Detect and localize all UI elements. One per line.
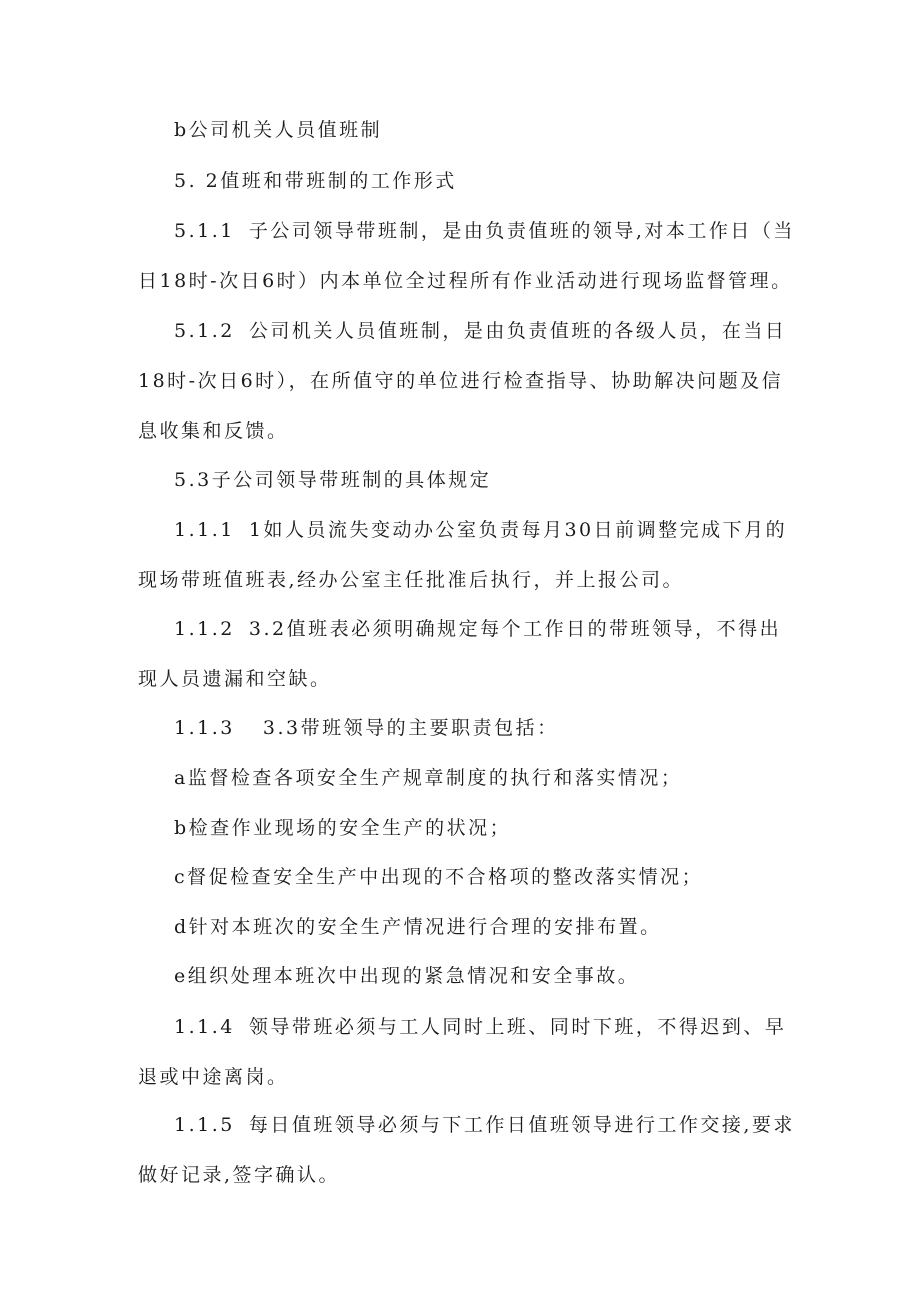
list-item-c <box>138 852 798 902</box>
list-item-e <box>138 951 798 1001</box>
paragraph-text: 子公司领导带班制，是由负责值班的领导,对本工作日（当日18时-次日6时）内本单位全过程所有作业活动进行现场监督管理。 <box>138 220 795 292</box>
section-heading-5-3 <box>138 455 798 505</box>
clause-1-1-3 <box>138 703 798 753</box>
section-heading-5-2 <box>138 156 798 206</box>
paragraph-text: 1如人员流失变动办公室负责每月30日前调整完成下月的现场带班值班表,经办公室主任批准后执行，并上报公司。 <box>138 519 788 591</box>
paragraph-text: b公司机关人员值班制 <box>174 119 383 141</box>
paragraph-text: 公司机关人员值班制，是由负责值班的各级人员，在当日18时-次日6时），在所值守的单位进行检查指导、协助解决问题及信息收集和反馈。 <box>138 320 787 442</box>
clause-1-1-2 <box>138 604 798 704</box>
paragraph-text: 每日值班领导必须与下工作日值班领导进行工作交接,要求做好记录,签字确认。 <box>138 1114 795 1186</box>
clause-5-1-2 <box>138 306 798 456</box>
paragraph-text: e组织处理本班次中出现的紧急情况和安全事故。 <box>174 965 640 987</box>
list-item-d <box>138 902 798 952</box>
clause-number: 1.1.3 <box>174 717 235 739</box>
paragraph-text: 5. 2值班和带班制的工作形式 <box>174 170 457 192</box>
clause-number: 1.1.5 <box>174 1114 235 1136</box>
clause-1-1-1 <box>138 505 798 605</box>
clause-1-1-5 <box>138 1100 798 1200</box>
paragraph-text: 5.3子公司领导带班制的具体规定 <box>174 469 492 491</box>
clause-1-1-4 <box>138 1002 798 1102</box>
clause-number: 1.1.1 <box>174 519 235 541</box>
clause-5-1-1 <box>138 206 798 306</box>
clause-number: 5.1.2 <box>174 320 235 342</box>
paragraph-text: d针对本班次的安全生产情况进行合理的安排布置。 <box>174 916 662 938</box>
paragraph-duty-system-heading <box>138 105 798 155</box>
clause-number: 5.1.1 <box>174 220 235 242</box>
paragraph-text: c督促检查安全生产中出现的不合格项的整改落实情况； <box>174 866 704 888</box>
paragraph-text: 3.2值班表必须明确规定每个工作日的带班领导，不得出现人员遗漏和空缺。 <box>138 618 782 690</box>
list-item-b <box>138 803 798 853</box>
list-item-a <box>138 753 798 803</box>
paragraph-text: 领导带班必须与工人同时上班、同时下班，不得迟到、早退或中途离岗。 <box>138 1016 787 1088</box>
clause-number: 1.1.2 <box>174 618 235 640</box>
paragraph-text: 3.3带班领导的主要职责包括： <box>262 717 559 739</box>
paragraph-text: a监督检查各项安全生产规章制度的执行和落实情况； <box>174 767 683 789</box>
paragraph-text: b检查作业现场的安全生产的状况； <box>174 817 512 839</box>
clause-number: 1.1.4 <box>174 1016 235 1038</box>
